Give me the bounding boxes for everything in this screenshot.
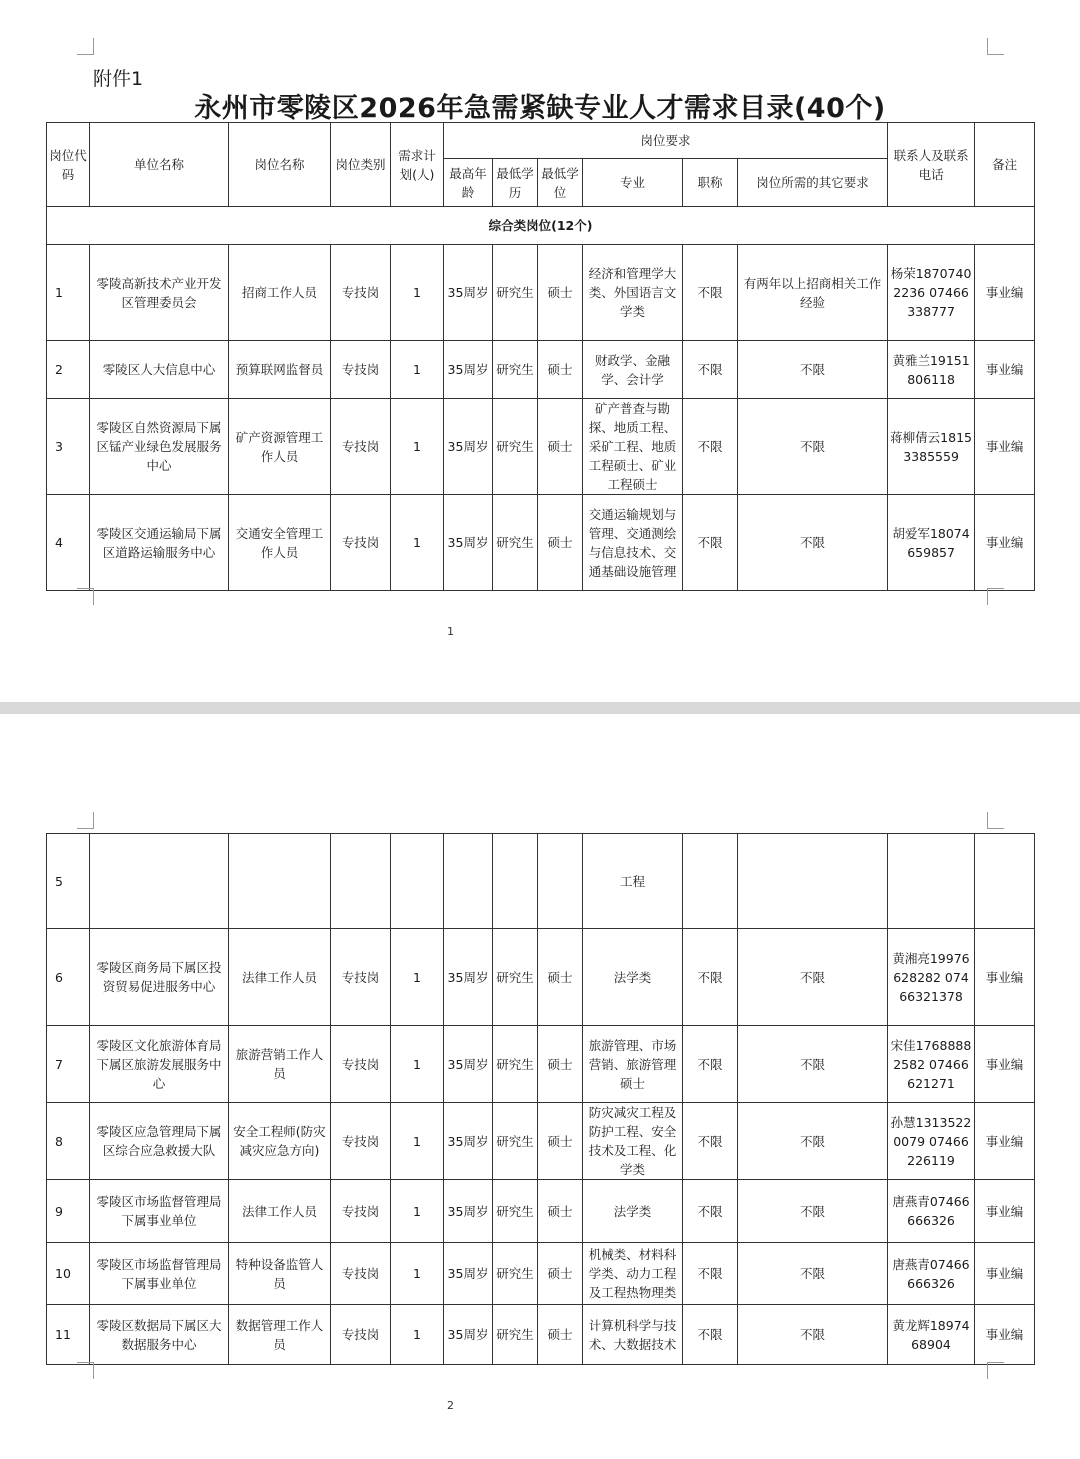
cell-position: 数据管理工作人员 [229, 1305, 331, 1365]
cell-unit: 零陵区商务局下属区投资贸易促进服务中心 [90, 929, 229, 1026]
cell-position [229, 834, 331, 929]
cell-category: 专技岗 [331, 245, 391, 341]
crop-mark [987, 1362, 1004, 1379]
page-number: 2 [447, 1399, 454, 1412]
cell-contact [888, 834, 975, 929]
cell-position: 招商工作人员 [229, 245, 331, 341]
document-title: 永州市零陵区2026年急需紧缺专业人才需求目录(40个) [194, 93, 886, 124]
cell-unit: 零陵高新技术产业开发区管理委员会 [90, 245, 229, 341]
header-other: 岗位所需的其它要求 [738, 159, 888, 207]
header-code: 岗位代码 [47, 123, 90, 207]
cell-edu: 研究生 [493, 1305, 538, 1365]
cell-age: 35周岁 [444, 245, 493, 341]
cell-edu: 研究生 [493, 495, 538, 591]
cell-major: 矿产普查与勘探、地质工程、采矿工程、地质工程硕士、矿业工程硕士 [583, 399, 683, 495]
cell-category: 专技岗 [331, 929, 391, 1026]
cell-category: 专技岗 [331, 1180, 391, 1243]
cell-position: 旅游营销工作人员 [229, 1026, 331, 1103]
cell-code: 1 [47, 245, 90, 341]
cell-degree: 硕士 [538, 1243, 583, 1305]
cell-title-rank: 不限 [683, 341, 738, 399]
cell-position: 交通安全管理工作人员 [229, 495, 331, 591]
cell-title-rank: 不限 [683, 245, 738, 341]
cell-edu: 研究生 [493, 399, 538, 495]
cell-age: 35周岁 [444, 1103, 493, 1180]
page-separator [0, 702, 1080, 714]
cell-age: 35周岁 [444, 1180, 493, 1243]
document-page-2 [0, 714, 1080, 1459]
cell-edu: 研究生 [493, 1103, 538, 1180]
crop-mark [987, 812, 1004, 829]
cell-unit [90, 834, 229, 929]
cell-other: 不限 [738, 1026, 888, 1103]
table-row [47, 399, 1035, 495]
cell-age: 35周岁 [444, 1243, 493, 1305]
cell-plan: 1 [391, 399, 444, 495]
table-row [47, 341, 1035, 399]
cell-degree: 硕士 [538, 399, 583, 495]
cell-contact: 蒋柳倩云18153385559 [888, 399, 975, 495]
cell-other: 不限 [738, 341, 888, 399]
cell-other: 不限 [738, 929, 888, 1026]
cell-degree: 硕士 [538, 929, 583, 1026]
cell-category: 专技岗 [331, 341, 391, 399]
cell-unit: 零陵区交通运输局下属区道路运输服务中心 [90, 495, 229, 591]
cell-contact: 黄湘亮19976628282 07466321378 [888, 929, 975, 1026]
cell-other: 不限 [738, 1103, 888, 1180]
table-row [47, 1026, 1035, 1103]
table-row [47, 245, 1035, 341]
cell-position: 安全工程师(防灾减灾应急方向) [229, 1103, 331, 1180]
header-min-degree: 最低学位 [538, 159, 583, 207]
cell-major: 法学类 [583, 1180, 683, 1243]
header-contact: 联系人及联系电话 [888, 123, 975, 207]
cell-code: 4 [47, 495, 90, 591]
cell-other [738, 834, 888, 929]
crop-mark [987, 588, 1004, 605]
cell-position: 预算联网监督员 [229, 341, 331, 399]
cell-contact: 黄龙辉1897468904 [888, 1305, 975, 1365]
header-note: 备注 [975, 123, 1035, 207]
talent-demand-table-page-2 [46, 833, 1035, 1365]
cell-degree: 硕士 [538, 341, 583, 399]
cell-major: 机械类、材料科学类、动力工程及工程热物理类 [583, 1243, 683, 1305]
talent-demand-table-page-1 [46, 122, 1035, 591]
cell-note: 事业编 [975, 245, 1035, 341]
cell-other: 不限 [738, 399, 888, 495]
cell-major: 旅游管理、市场营销、旅游管理硕士 [583, 1026, 683, 1103]
cell-category: 专技岗 [331, 1103, 391, 1180]
cell-degree: 硕士 [538, 245, 583, 341]
cell-other: 不限 [738, 1305, 888, 1365]
cell-major: 防灾减灾工程及防护工程、安全技术及工程、化学类 [583, 1103, 683, 1180]
cell-category: 专技岗 [331, 1026, 391, 1103]
cell-category: 专技岗 [331, 495, 391, 591]
header-min-edu: 最低学历 [493, 159, 538, 207]
cell-unit: 零陵区数据局下属区大数据服务中心 [90, 1305, 229, 1365]
cell-position: 法律工作人员 [229, 1180, 331, 1243]
cell-note: 事业编 [975, 1243, 1035, 1305]
page-number: 1 [447, 625, 454, 638]
cell-edu: 研究生 [493, 1243, 538, 1305]
cell-contact: 黄雅兰19151806118 [888, 341, 975, 399]
cell-degree: 硕士 [538, 495, 583, 591]
cell-note: 事业编 [975, 929, 1035, 1026]
cell-category [331, 834, 391, 929]
section-label: 综合类岗位(12个) [47, 207, 1035, 245]
cell-major: 法学类 [583, 929, 683, 1026]
table-row [47, 495, 1035, 591]
cell-unit: 零陵区人大信息中心 [90, 341, 229, 399]
cell-title-rank: 不限 [683, 1103, 738, 1180]
cell-note: 事业编 [975, 1180, 1035, 1243]
cell-code: 5 [47, 834, 90, 929]
document-page-1 [0, 0, 1080, 702]
cell-major: 交通运输规划与管理、交通测绘与信息技术、交通基础设施管理 [583, 495, 683, 591]
cell-edu: 研究生 [493, 245, 538, 341]
cell-plan: 1 [391, 929, 444, 1026]
cell-degree: 硕士 [538, 1305, 583, 1365]
crop-mark [77, 38, 94, 55]
cell-title-rank: 不限 [683, 1305, 738, 1365]
header-major: 专业 [583, 159, 683, 207]
cell-age: 35周岁 [444, 1026, 493, 1103]
cell-note [975, 834, 1035, 929]
cell-plan: 1 [391, 1305, 444, 1365]
cell-note: 事业编 [975, 1305, 1035, 1365]
cell-plan: 1 [391, 1103, 444, 1180]
cell-note: 事业编 [975, 341, 1035, 399]
cell-code: 8 [47, 1103, 90, 1180]
cell-major: 财政学、金融学、会计学 [583, 341, 683, 399]
table-row [47, 1243, 1035, 1305]
cell-plan: 1 [391, 245, 444, 341]
attachment-label: 附件1 [93, 68, 144, 90]
cell-note: 事业编 [975, 399, 1035, 495]
cell-title-rank: 不限 [683, 495, 738, 591]
cell-age [444, 834, 493, 929]
cell-unit: 零陵区市场监督管理局下属事业单位 [90, 1180, 229, 1243]
cell-degree: 硕士 [538, 1180, 583, 1243]
cell-degree [538, 834, 583, 929]
cell-note: 事业编 [975, 1103, 1035, 1180]
cell-plan: 1 [391, 341, 444, 399]
header-category: 岗位类别 [331, 123, 391, 207]
cell-other: 不限 [738, 1180, 888, 1243]
cell-code: 7 [47, 1026, 90, 1103]
cell-plan: 1 [391, 495, 444, 591]
cell-contact: 唐燕青07466666326 [888, 1243, 975, 1305]
crop-mark [77, 1362, 94, 1379]
cell-title-rank: 不限 [683, 399, 738, 495]
cell-edu: 研究生 [493, 1026, 538, 1103]
cell-unit: 零陵区市场监督管理局下属事业单位 [90, 1243, 229, 1305]
header-position: 岗位名称 [229, 123, 331, 207]
cell-unit: 零陵区应急管理局下属区综合应急救援大队 [90, 1103, 229, 1180]
cell-degree: 硕士 [538, 1026, 583, 1103]
table-row [47, 1103, 1035, 1180]
cell-position: 矿产资源管理工作人员 [229, 399, 331, 495]
cell-major: 计算机科学与技术、大数据技术 [583, 1305, 683, 1365]
cell-contact: 宋佳17688882582 07466621271 [888, 1026, 975, 1103]
cell-note: 事业编 [975, 1026, 1035, 1103]
cell-age: 35周岁 [444, 929, 493, 1026]
cell-age: 35周岁 [444, 399, 493, 495]
cell-major: 经济和管理学大类、外国语言文学类 [583, 245, 683, 341]
cell-other: 不限 [738, 1243, 888, 1305]
cell-code: 2 [47, 341, 90, 399]
cell-contact: 唐燕青07466666326 [888, 1180, 975, 1243]
crop-mark [77, 588, 94, 605]
cell-plan [391, 834, 444, 929]
header-requirements: 岗位要求 [444, 123, 888, 159]
cell-contact: 杨荣18707402236 07466338777 [888, 245, 975, 341]
cell-plan: 1 [391, 1243, 444, 1305]
cell-edu [493, 834, 538, 929]
cell-unit: 零陵区自然资源局下属区锰产业绿色发展服务中心 [90, 399, 229, 495]
cell-category: 专技岗 [331, 1305, 391, 1365]
table-row [47, 834, 1035, 929]
cell-degree: 硕士 [538, 1103, 583, 1180]
cell-plan: 1 [391, 1026, 444, 1103]
cell-code: 10 [47, 1243, 90, 1305]
cell-other: 不限 [738, 495, 888, 591]
cell-note: 事业编 [975, 495, 1035, 591]
table-row [47, 929, 1035, 1026]
header-unit: 单位名称 [90, 123, 229, 207]
crop-mark [987, 38, 1004, 55]
crop-mark [77, 812, 94, 829]
header-max-age: 最高年龄 [444, 159, 493, 207]
cell-position: 法律工作人员 [229, 929, 331, 1026]
cell-contact: 胡爱军18074659857 [888, 495, 975, 591]
cell-edu: 研究生 [493, 929, 538, 1026]
cell-title-rank: 不限 [683, 1243, 738, 1305]
cell-title-rank: 不限 [683, 929, 738, 1026]
cell-edu: 研究生 [493, 1180, 538, 1243]
cell-age: 35周岁 [444, 1305, 493, 1365]
cell-edu: 研究生 [493, 341, 538, 399]
cell-other: 有两年以上招商相关工作经验 [738, 245, 888, 341]
cell-age: 35周岁 [444, 341, 493, 399]
cell-category: 专技岗 [331, 399, 391, 495]
cell-code: 3 [47, 399, 90, 495]
table-row [47, 1305, 1035, 1365]
header-title-rank: 职称 [683, 159, 738, 207]
cell-title-rank: 不限 [683, 1026, 738, 1103]
cell-major: 工程 [583, 834, 683, 929]
cell-contact: 孙慧13135220079 07466226119 [888, 1103, 975, 1180]
table-row [47, 1180, 1035, 1243]
cell-code: 11 [47, 1305, 90, 1365]
cell-age: 35周岁 [444, 495, 493, 591]
header-plan: 需求计划(人) [391, 123, 444, 207]
cell-title-rank: 不限 [683, 1180, 738, 1243]
cell-code: 9 [47, 1180, 90, 1243]
cell-position: 特种设备监管人员 [229, 1243, 331, 1305]
cell-unit: 零陵区文化旅游体育局下属区旅游发展服务中心 [90, 1026, 229, 1103]
cell-category: 专技岗 [331, 1243, 391, 1305]
cell-code: 6 [47, 929, 90, 1026]
cell-plan: 1 [391, 1180, 444, 1243]
cell-title-rank [683, 834, 738, 929]
